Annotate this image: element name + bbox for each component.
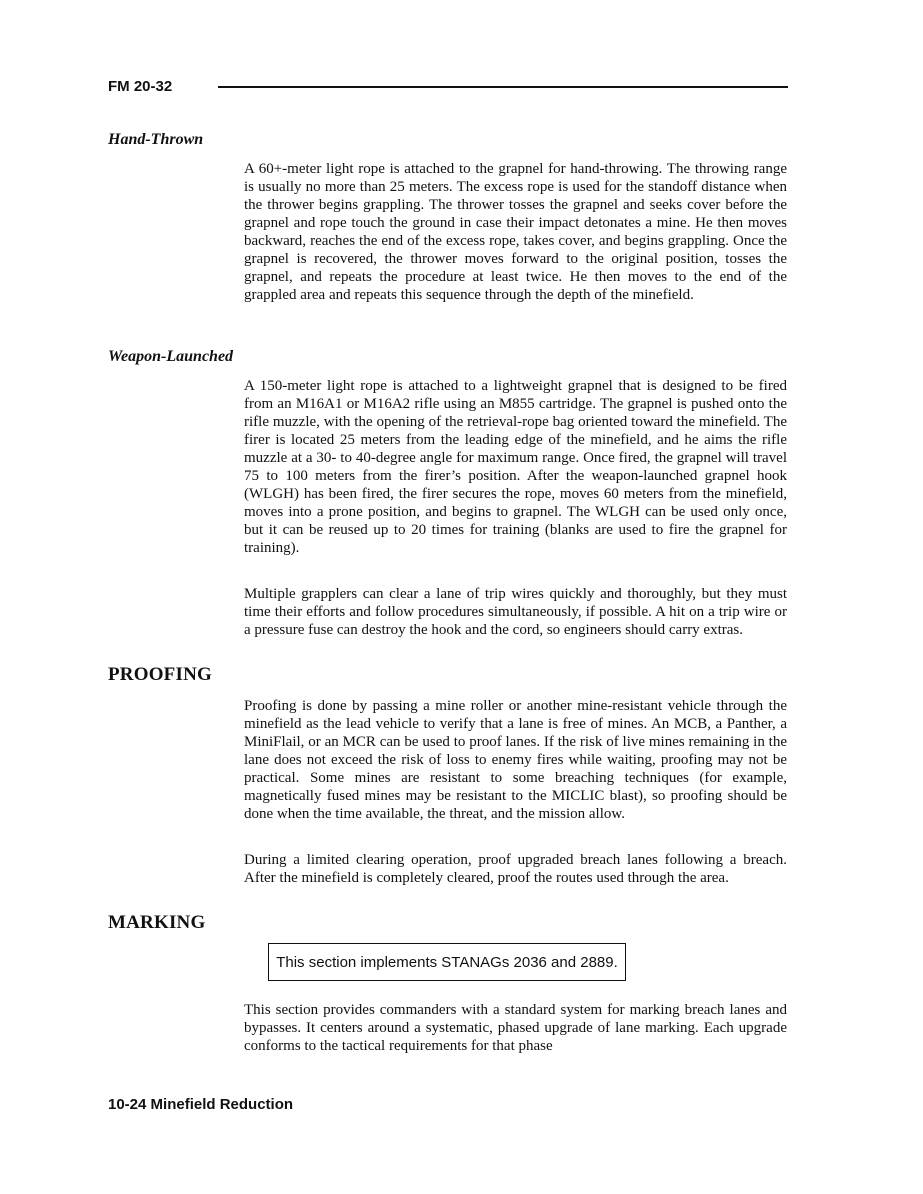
stanag-callout-text: This section implements STANAGs 2036 and 2889. xyxy=(276,953,618,971)
stanag-callout-box xyxy=(268,943,626,981)
paragraph-weapon-launched-1: A 150-meter light rope is attached to a lightweight grapnel that is designed to be fired from an M16A1 or M16A2 rifle using an M855 cartridge. The grapnel is pushed onto the rifle muzzle, with the opening of the retrieval-rope bag oriented toward the minefield. The firer is located 25 meters from the leading edge of the minefield, and he aims the rifle muzzle at a 30- to 40-degree angle for maximum range. Once fired, the grapnel will travel 75 to 100 meters from the firer’s position. After the weapon-launched grapnel hook (WLGH) has been fired, the firer secures the rope, moves 60 meters from the minefield, moves into a prone position, and begins to grapnel. The WLGH can be used only once, but it can be reused up to 20 times for training (blanks are used to fire the grapnel for training). xyxy=(244,378,787,556)
document-id: FM 20-32 xyxy=(108,78,173,95)
subheading-weapon-launched: Weapon-Launched xyxy=(108,348,234,365)
paragraph-proofing-1: Proofing is done by passing a mine roller or another mine-resistant vehicle through the minefield as the lead vehicle to verify that a lane is free of mines. An MCB, a Panther, a MiniFlail, or an MCR can be used to proof lanes. If the risk of live mines remaining in the lane does not exceed the risk of loss to enemy fires while waiting, proofing may not be practical. Some mines are resistant to some breaching techniques (for example, magnetically fused mines may be resistant to the MICLIC blast), so proofing should be done when the time available, the threat, and the mission allow. xyxy=(244,698,787,822)
paragraph-proofing-2: During a limited clearing operation, proof upgraded breach lanes following a breach. After the minefield is completely cleared, proof the routes used through the area. xyxy=(244,852,787,886)
header-rule xyxy=(218,86,788,88)
paragraph-marking-1: This section provides commanders with a standard system for marking breach lanes and bypasses. It centers around a systematic, phased upgrade of lane marking. Each upgrade conforms to the tactical requirements for that phase xyxy=(244,1002,787,1054)
paragraph-hand-thrown: A 60+-meter light rope is attached to the grapnel for hand-throwing. The throwing range is usually no more than 25 meters. The excess rope is used for the standoff distance when the thrower begins grappling. The thrower tosses the grapnel and seeks cover before the grapnel and rope touch the ground in case their impact detonates a mine. He then moves backward, reaches the end of the excess rope, takes cover, and begins grappling. Once the grapnel is recovered, the thrower moves forward to the original position, tosses the grapnel, and repeats the procedure at least twice. He then moves to the end of the grappled area and repeats this sequence through the depth of the minefield. xyxy=(244,161,787,303)
paragraph-weapon-launched-2: Multiple grapplers can clear a lane of trip wires quickly and thoroughly, but they must time their efforts and follow procedures simultaneously, if possible. A hit on a trip wire or a pressure fuse can destroy the hook and the cord, so engineers should carry extras. xyxy=(244,586,787,638)
subheading-hand-thrown: Hand-Thrown xyxy=(108,131,204,148)
section-heading-proofing: PROOFING xyxy=(108,664,212,685)
page-footer: 10-24 Minefield Reduction xyxy=(108,1096,294,1113)
section-heading-marking: MARKING xyxy=(108,912,206,933)
